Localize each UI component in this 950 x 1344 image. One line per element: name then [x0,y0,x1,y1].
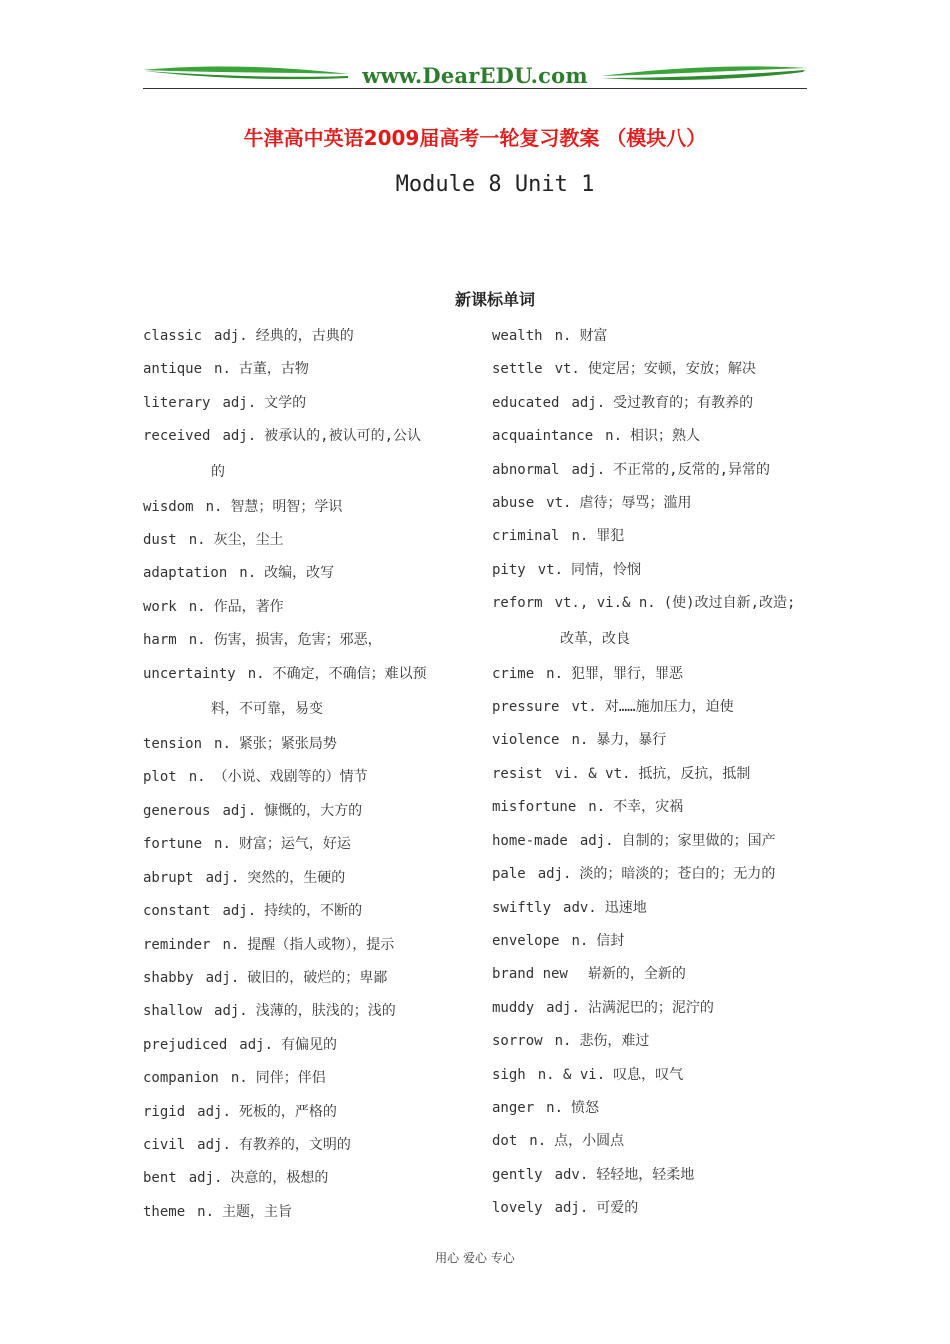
vocab-meaning: 提醒（指人或物），提示 [247,936,395,953]
vocab-word: work [143,598,177,615]
part-of-speech: n. [188,769,206,786]
vocab-entry [492,1125,822,1158]
vocab-word: dust [143,532,177,549]
part-of-speech: vt. [546,495,572,512]
vocab-entry [143,728,473,761]
part-of-speech: n. [188,598,206,615]
part-of-speech: adj. [537,866,572,883]
part-of-speech: adj. [205,969,240,986]
site-logo-text: www.DearEDU.com [362,63,588,88]
vocab-entry [143,420,473,490]
vocab-entry [492,387,822,420]
vocab-meaning: 文学的 [264,394,307,411]
page-footer: 用心 爱心 专心 [435,1251,515,1265]
vocab-word: rigid [143,1103,186,1120]
vocab-meaning: 使定居；安顿，安放；解决 [587,361,756,378]
vocab-entry [143,557,473,590]
part-of-speech: n. [529,1133,547,1150]
vocab-entry [143,320,473,353]
vocab-meaning: 暴力，暴行 [596,732,667,749]
vocab-word: reminder [143,936,211,953]
vocab-word: prejudiced [143,1036,228,1053]
vocab-meaning: 轻轻地，轻柔地 [596,1166,695,1183]
vocab-meaning: 智慧；明智；学识 [230,498,343,515]
vocab-meaning: 财富；运气，好运 [238,836,351,853]
vocab-entry [143,387,473,420]
part-of-speech: adj. [188,1170,223,1187]
vocab-word: theme [143,1203,186,1220]
vocab-entry [492,454,822,487]
vocab-word: tension [143,736,203,753]
vocab-meaning: 有教养的，文明的 [238,1136,351,1153]
vocab-word: received [143,428,211,445]
vocab-word: settle [492,361,543,378]
vocab-word: anger [492,1099,535,1116]
vocab-entry [143,1062,473,1095]
vocab-meaning: 有偏见的 [281,1036,338,1053]
vocab-word: classic [143,328,203,344]
vocab-meaning: 古董，古物 [238,361,309,378]
vocab-entry [143,353,473,386]
vocab-word: uncertainty [143,665,236,682]
vocab-word: sigh [492,1066,526,1083]
vocab-meaning: 紧张；紧张局势 [238,736,337,753]
vocab-meaning-continued: 改革，改良 [560,630,630,647]
vocab-meaning: 迅速地 [604,899,647,916]
vocab-word: gently [492,1166,543,1183]
vocab-meaning: 罪犯 [596,528,625,545]
vocab-entry [492,691,822,724]
part-of-speech: adj. [197,1136,231,1153]
section-title: 新课标单词 [454,290,535,309]
vocab-entry [143,1196,473,1229]
vocab-meaning: 不幸，灾祸 [613,799,684,816]
vocab-entry [492,487,822,520]
vocab-entry [492,587,822,657]
part-of-speech: n. [571,528,589,545]
vocab-entry [143,491,473,524]
part-of-speech: n. [214,361,231,378]
vocab-word: abrupt [143,869,194,886]
vocab-meaning: 愤怒 [571,1099,600,1116]
vocab-meaning: 淡的；暗淡的；苍白的；无力的 [579,866,776,883]
vocab-meaning: 同情，怜悯 [571,561,642,578]
part-of-speech: n. [205,498,223,515]
vocab-entry [492,1059,822,1092]
part-of-speech: adj. [205,869,240,886]
vocab-word: lovely [492,1200,543,1217]
vocab-word: dot [492,1133,518,1150]
vocab-meaning: 自制的；家里做的；国产 [621,832,776,849]
part-of-speech: adv. [563,899,597,916]
vocab-entry [143,1029,473,1062]
vocab-meaning: （小说、戏剧等的）情节 [213,769,368,786]
vocab-meaning: 不确定，不确信；难以预 [272,665,427,682]
vocab-entry [492,353,822,386]
vocab-meaning: 点，小圆点 [554,1133,625,1150]
vocab-entry [143,761,473,794]
part-of-speech: n. [214,836,231,853]
vocab-meaning: 相识；熟人 [630,428,701,445]
part-of-speech: adv. [554,1166,589,1183]
part-of-speech: n. [546,665,564,682]
vocab-word: shallow [143,1003,203,1020]
page-title-chinese: 牛津高中英语2009届高考一轮复习教案 （模块八） [243,126,707,150]
vocab-word: constant [143,903,211,920]
vocab-entry [143,862,473,895]
part-of-speech: vt. [571,699,597,716]
vocab-meaning: 突然的，生硬的 [247,869,346,886]
vocab-word: civil [143,1136,186,1153]
part-of-speech: adj. [546,999,580,1016]
vocab-entry [492,658,822,691]
part-of-speech: adj. [214,328,248,344]
vocab-entry [492,1025,822,1058]
vocab-word: plot [143,769,177,786]
vocab-word: resist [492,765,543,782]
part-of-speech: n. [588,799,606,816]
vocab-meaning: 慷慨的，大方的 [264,802,363,819]
vocab-word: wisdom [143,498,194,515]
vocab-entry [143,658,473,728]
vocab-word: reform [492,595,543,612]
vocab-word: pressure [492,699,560,716]
vocab-meaning: 信封 [596,932,625,949]
vocab-word: bent [143,1170,177,1187]
vocab-entry [492,420,822,453]
part-of-speech: n. [247,665,265,682]
vocab-entry [492,925,822,958]
vocab-entry [492,724,822,757]
vocab-meaning: 崭新的，全新的 [587,966,686,983]
part-of-speech: adj. [571,394,606,411]
vocab-meaning: 同伴；伴侣 [255,1070,326,1087]
vocab-meaning: 受过教育的；有教养的 [613,394,754,411]
vocab-meaning: 抵抗，反抗，抵制 [638,765,751,782]
vocab-word: fortune [143,836,203,853]
part-of-speech: n. [571,732,589,749]
vocab-column-left [143,320,473,1229]
vocab-meaning: 灰尘，尘土 [213,532,284,549]
vocab-meaning: 伤害，损害，危害；邪恶， [213,632,382,649]
vocab-entry [143,1129,473,1162]
vocab-meaning: 被承认的,被认可的,公认 [264,428,422,445]
vocab-meaning: 主题，主旨 [222,1203,293,1220]
vocab-word: envelope [492,932,560,949]
vocab-meaning: 经典的，古典的 [255,328,354,344]
vocab-word: pity [492,561,526,578]
vocab-entry [143,1096,473,1129]
vocab-meaning: 财富 [579,328,608,344]
vocab-word: wealth [492,328,543,344]
vocab-word: crime [492,665,535,682]
part-of-speech: vi. & vt. [554,765,631,782]
vocab-word: abuse [492,495,535,512]
vocab-meaning: 悲伤，难过 [579,1033,650,1050]
vocab-meaning-continued: 料，不可靠，易变 [211,701,323,718]
vocab-word: misfortune [492,799,577,816]
part-of-speech: n. [605,428,623,445]
vocab-entry [143,828,473,861]
vocab-entry [143,624,473,657]
vocab-word: adaptation [143,565,228,582]
part-of-speech: vt. [537,561,564,578]
vocab-meaning: 不正常的,反常的,异常的 [613,461,771,478]
part-of-speech: n. [230,1070,248,1087]
part-of-speech: vt., vi.& n. [554,595,656,612]
vocab-word: generous [143,802,211,819]
vocab-entry [143,995,473,1028]
vocab-meaning-continued: 的 [211,463,225,480]
vocab-entry [492,1192,822,1225]
part-of-speech: adj. [579,832,614,849]
vocab-word: sorrow [492,1033,543,1050]
part-of-speech: adj. [222,903,257,920]
part-of-speech: adj. [571,461,606,478]
part-of-speech: n. & vi. [537,1066,606,1083]
vocab-entry [492,958,822,991]
vocab-word: educated [492,394,560,411]
vocab-entry [143,962,473,995]
part-of-speech: n. [188,532,206,549]
part-of-speech: n. [571,932,589,949]
vocab-meaning: 虐待；辱骂；滥用 [579,495,692,512]
vocab-word: abnormal [492,461,560,478]
vocab-meaning: 浅薄的，肤浅的；浅的 [255,1003,396,1020]
part-of-speech: adj. [222,394,257,411]
vocab-entry [143,1162,473,1195]
part-of-speech: n. [554,328,572,344]
vocab-entry [143,895,473,928]
vocab-word: pale [492,866,526,883]
part-of-speech: n. [239,565,257,582]
vocab-meaning: 作品，著作 [213,598,284,615]
vocab-meaning: 持续的，不断的 [264,903,363,920]
vocab-meaning: 犯罪，罪行，罪恶 [571,665,684,682]
vocab-word: acquaintance [492,428,594,445]
vocab-entry [492,825,822,858]
vocab-meaning: 沾满泥巴的；泥泞的 [587,999,714,1016]
vocab-meaning: 死板的，严格的 [238,1103,337,1120]
vocab-word: antique [143,361,203,378]
vocab-word: brand new [492,966,568,983]
vocab-word: violence [492,732,560,749]
vocab-meaning: (使)改过自新,改造; [663,595,796,612]
vocab-word: companion [143,1070,219,1087]
part-of-speech: n. [214,736,231,753]
vocab-meaning: 叹息，叹气 [613,1066,684,1083]
part-of-speech: adj. [222,802,257,819]
vocab-word: criminal [492,528,560,545]
vocab-word: swiftly [492,899,552,916]
vocab-word: harm [143,632,177,649]
part-of-speech: vt. [554,361,580,378]
vocab-entry [492,858,822,891]
part-of-speech: adj. [214,1003,248,1020]
part-of-speech: n. [197,1203,215,1220]
part-of-speech: adj. [222,428,257,445]
vocab-entry [143,524,473,557]
vocab-entry [492,892,822,925]
vocab-meaning: 决意的，极想的 [230,1170,329,1187]
vocab-word: muddy [492,999,535,1016]
vocab-entry [492,758,822,791]
site-banner [143,62,807,90]
part-of-speech: n. [222,936,240,953]
vocab-entry [492,1092,822,1125]
part-of-speech: n. [554,1033,572,1050]
part-of-speech: n. [188,632,206,649]
header-divider [143,88,807,89]
part-of-speech: adj. [554,1200,589,1217]
vocab-entry [492,1159,822,1192]
vocab-meaning: 破旧的，破烂的；卑鄙 [247,969,388,986]
part-of-speech: adj. [197,1103,231,1120]
vocab-entry [492,791,822,824]
vocab-entry [143,591,473,624]
vocab-word: literary [143,394,211,411]
part-of-speech: adj. [239,1036,274,1053]
vocab-entry [492,320,822,353]
vocab-word: home-made [492,832,568,849]
part-of-speech: n. [546,1099,564,1116]
vocab-word: shabby [143,969,194,986]
vocab-meaning: 改编，改写 [264,565,335,582]
page-title-module: Module 8 Unit 1 [395,172,595,197]
vocab-column-right [492,320,822,1226]
vocab-entry [492,520,822,553]
vocab-entry [143,795,473,828]
vocab-entry [492,554,822,587]
vocab-entry [492,992,822,1025]
vocab-meaning: 对……施加压力，迫使 [604,699,734,716]
vocab-entry [143,929,473,962]
vocab-meaning: 可爱的 [596,1200,639,1217]
